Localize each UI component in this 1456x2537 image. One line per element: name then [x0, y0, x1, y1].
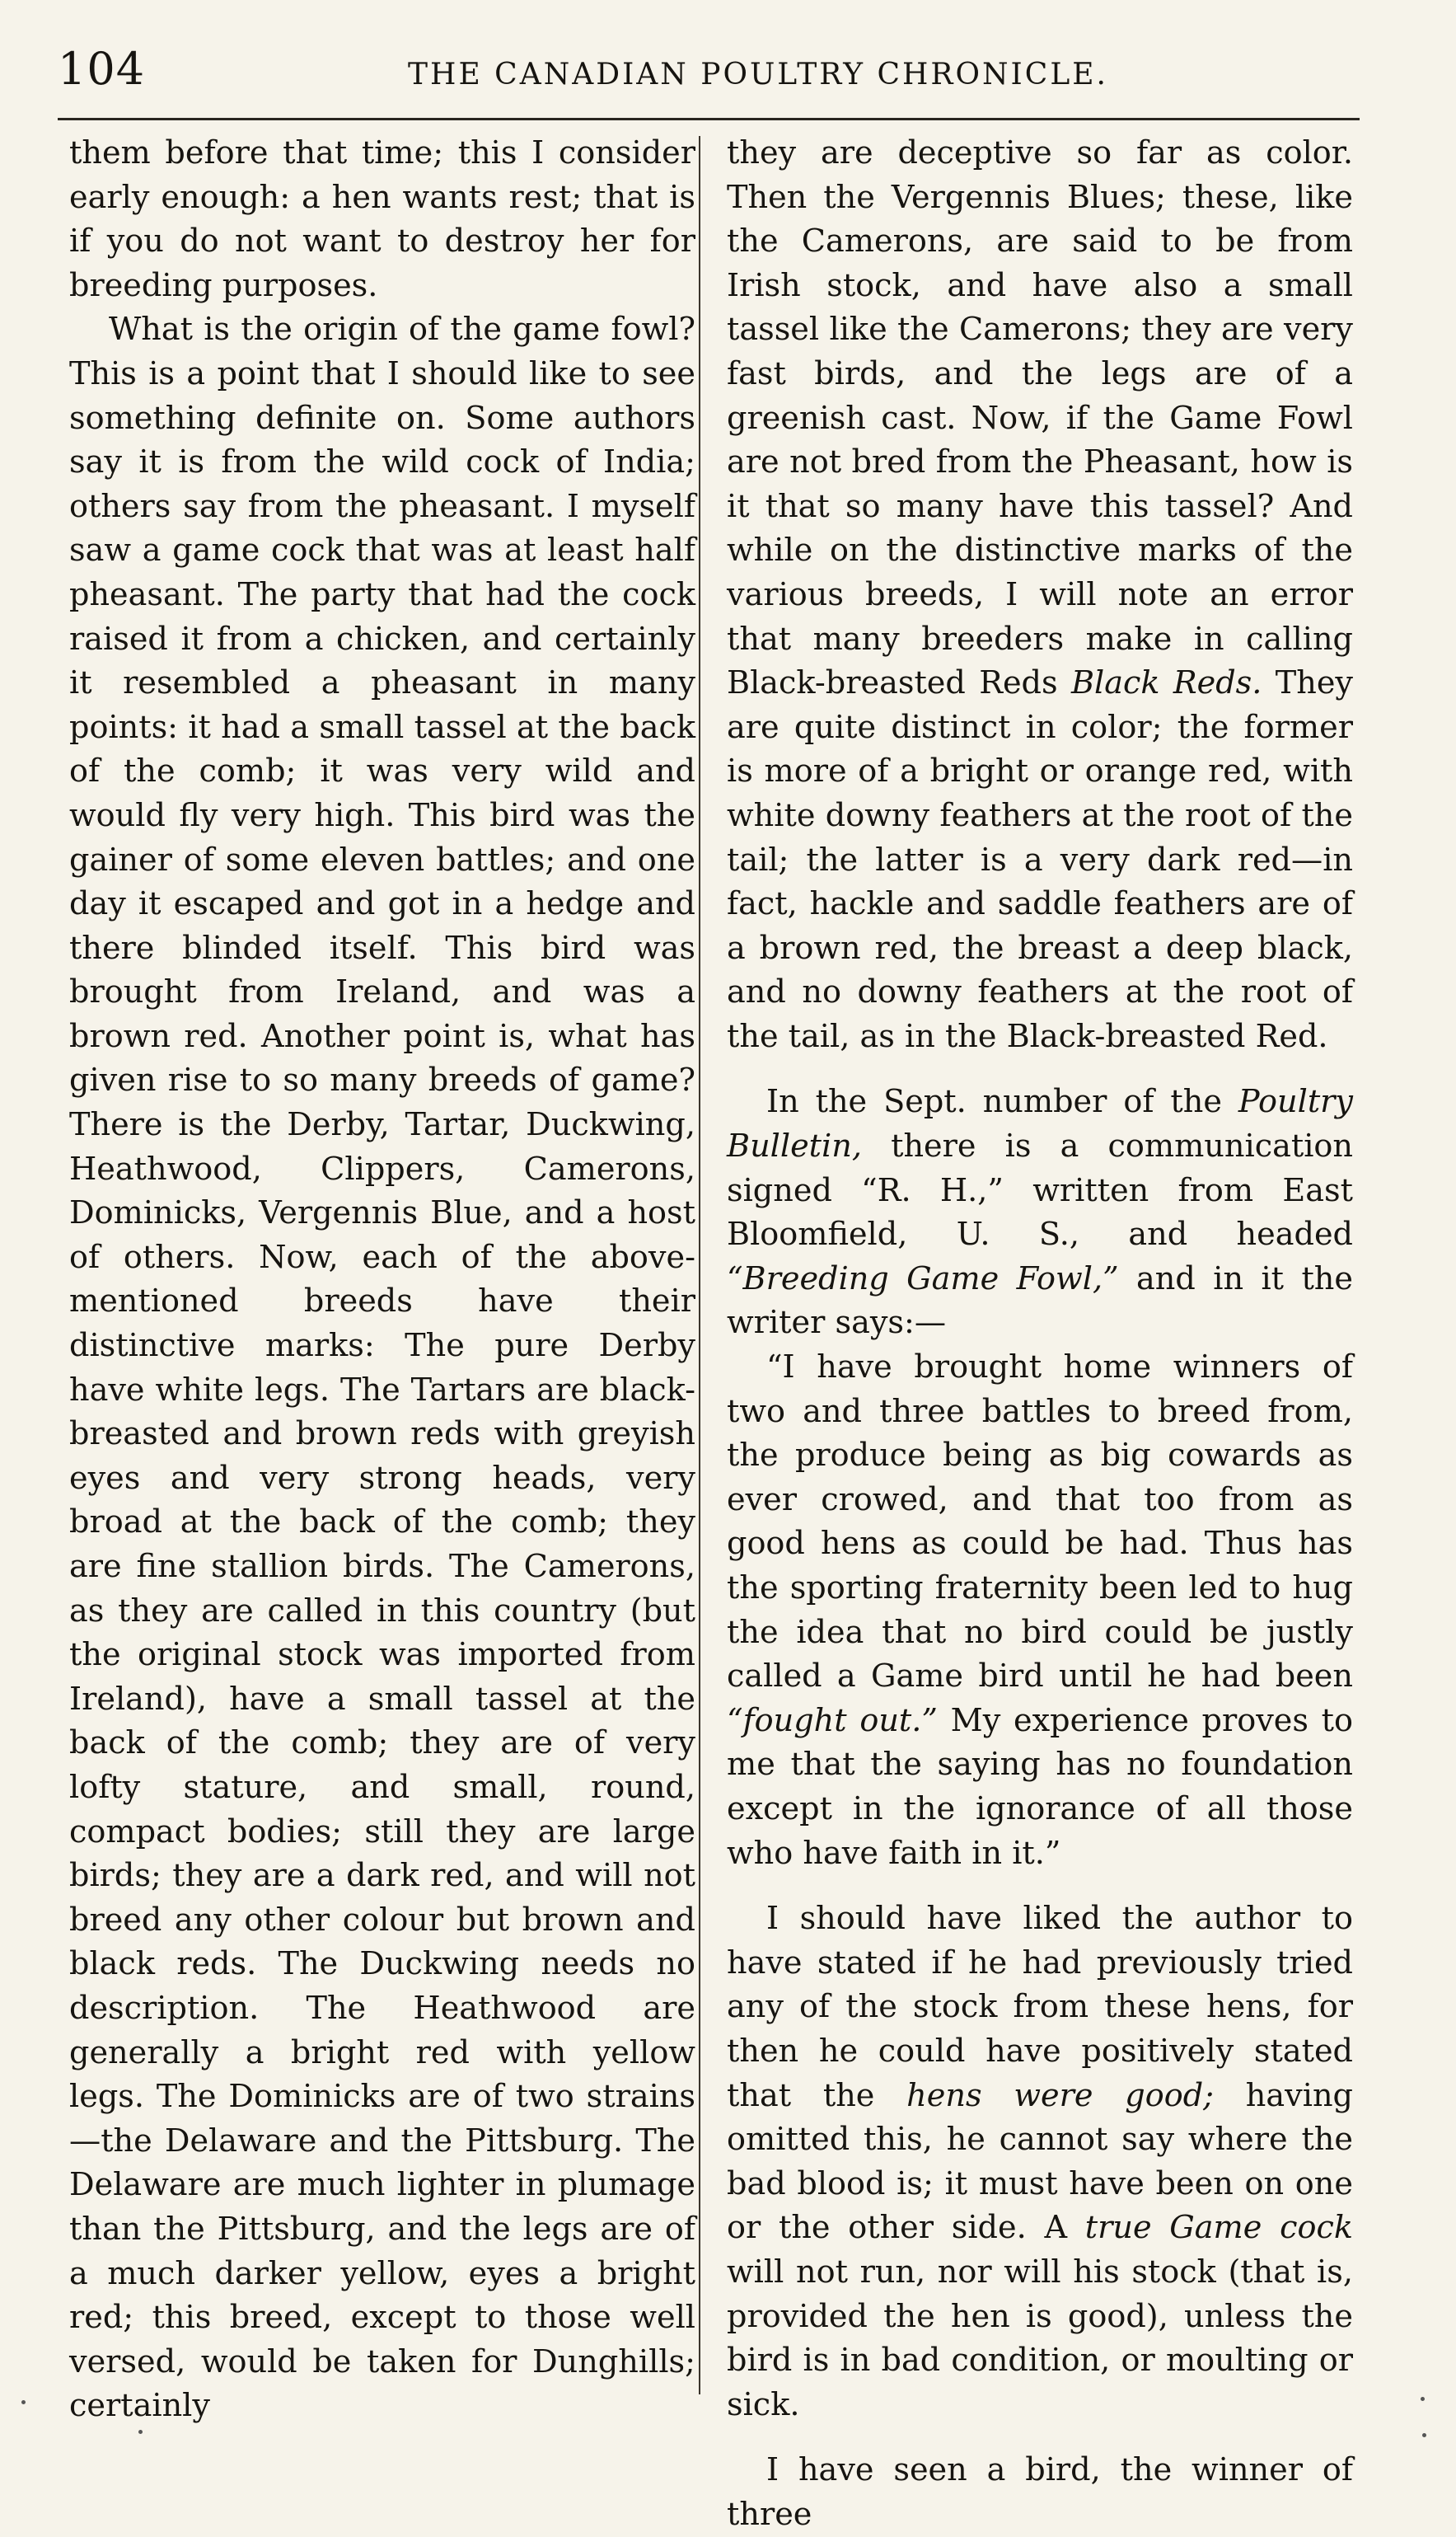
right-quotation — [727, 1346, 1353, 1876]
text-run: will not run, nor will his stock (that is, provided the hen is good), unless the bird is in bad condition, or moulting or sick. — [727, 2253, 1353, 2423]
left-paragraph-1: them before that time; this I consider early enough: a hen wants rest; that is if you do not want to destroy her for breeding purposes. — [69, 135, 695, 304]
paper-speck — [138, 2430, 143, 2434]
paper-speck — [21, 2400, 26, 2404]
right-paragraph-2 — [727, 1081, 1353, 1346]
text-run: having omitted this, he cannot say where the bad blood is; it must have been on one or the other side. A — [727, 2077, 1353, 2247]
italic-run: true Game cock — [1084, 2210, 1353, 2247]
right-column — [727, 132, 1353, 2537]
right-paragraph-5: I have seen a bird, the winner of three — [727, 2452, 1353, 2533]
text-run: They are quite distinct in color; the former is more of a bright or orange red, with white downy feathers at the root of the tail; the latter is a very dark red—in fact, hackle and saddle feathers are of a brown red, the breast a deep black, and no downy feathers at the root of the tail, as in the Black-breasted Red. — [727, 665, 1353, 1055]
text-run: they are deceptive so far as color. Then the Vergennis Blues; these, like the Camerons, are said to be from Irish stock, and have also a small tassel like the Camerons; they are very fast birds, and the legs are of a greenish cast. Now, if the Game Fowl are not bred from the Pheasant, how is it that so many have this tassel? And while on the distinctive marks of the various breeds, I will note an error that many breeders make in calling Black-breasted Reds — [727, 135, 1353, 702]
left-column — [69, 132, 695, 2429]
paper-speck — [1422, 2433, 1426, 2437]
left-paragraph-2: What is the origin of the game fowl? This is a point that I should like to see something definite on. Some authors say it is from the wild cock of India; others say from the pheasant. I myself saw a game cock that was at least half pheasant. The party that had the cock raised it from a chicken, and certainly it resembled a pheasant in many points: it had a small tassel at the back of the comb; it was very wild and would fly very high. This bird was the gainer of some eleven battles; and one day it escaped and got in a hedge and there blinded itself. This bird was brought from Ireland, and was a brown red. Another point is, what has given rise to so many breeds of game? There is the Derby, Tartar, Duckwing, Heathwood, Clippers, Camerons, Dominicks, Vergennis Blue, and a host of others. Now, each of the above-mentioned breeds have their distinctive marks: The pure Derby have white legs. The Tartars are black-breasted and brown reds with greyish eyes and very strong heads, very broad at the back of the comb; they are fine stallion birds. The Camerons, as they are called in this country (but the original stock was imported from Ireland), have a small tassel at the back of the comb; they are of very lofty stature, and small, round, compact bodies; still they are large birds; they are a dark red, and will not breed any other colour but brown and black reds. The Duckwing needs no description. The Heathwood are generally a bright red with yellow legs. The Dominicks are of two strains—the Delaware and the Pittsburg. The Delaware are much lighter in plumage than the Pittsburg, and the legs are of a much darker yellow, eyes a bright red; this breed, except to those well versed, would be taken for Dunghills; certainly — [69, 312, 695, 2425]
page-header — [58, 38, 1360, 112]
text-run: I should have liked the author to have stated if he had previously tried any of the stock from these hens, for then he could have positively stated that the — [727, 1901, 1353, 2114]
text-run: and in it the writer says:— — [727, 1260, 1353, 1342]
italic-run: “Breeding Game Fowl,” — [727, 1260, 1119, 1297]
italic-run: “fought out.” — [727, 1702, 938, 1739]
paper-speck — [1421, 2397, 1425, 2401]
right-paragraph-4 — [727, 1897, 1353, 2427]
right-paragraph-1 — [727, 132, 1353, 1059]
text-run: “I have brought home winners of two and three battles to breed from, the produce being as big cowards as ever crowed, and that too from as good hens as could be had. Thus has the sporting fraternity been led to hug the idea that no bird could be justly called a Game bird until he had been — [727, 1349, 1353, 1695]
header-rule — [58, 118, 1360, 120]
running-title: THE CANADIAN POULTRY CHRONICLE. — [408, 58, 1108, 91]
italic-run: Black Reds. — [1070, 665, 1262, 702]
text-run: My experience proves to me that the saying has no foundation except in the ignorance of all those who have faith in it.” — [727, 1702, 1354, 1872]
italic-run: hens were good; — [906, 2077, 1215, 2114]
text-run: In the Sept. number of the — [766, 1084, 1238, 1121]
page-number: 104 — [58, 43, 146, 95]
column-divider — [699, 136, 700, 2394]
italic-run: Poultry Bulletin, — [727, 1084, 1353, 1165]
text-run: there is a communication signed “R. H.,” written from East Bloomfield, U. S., and headed — [727, 1128, 1353, 1254]
